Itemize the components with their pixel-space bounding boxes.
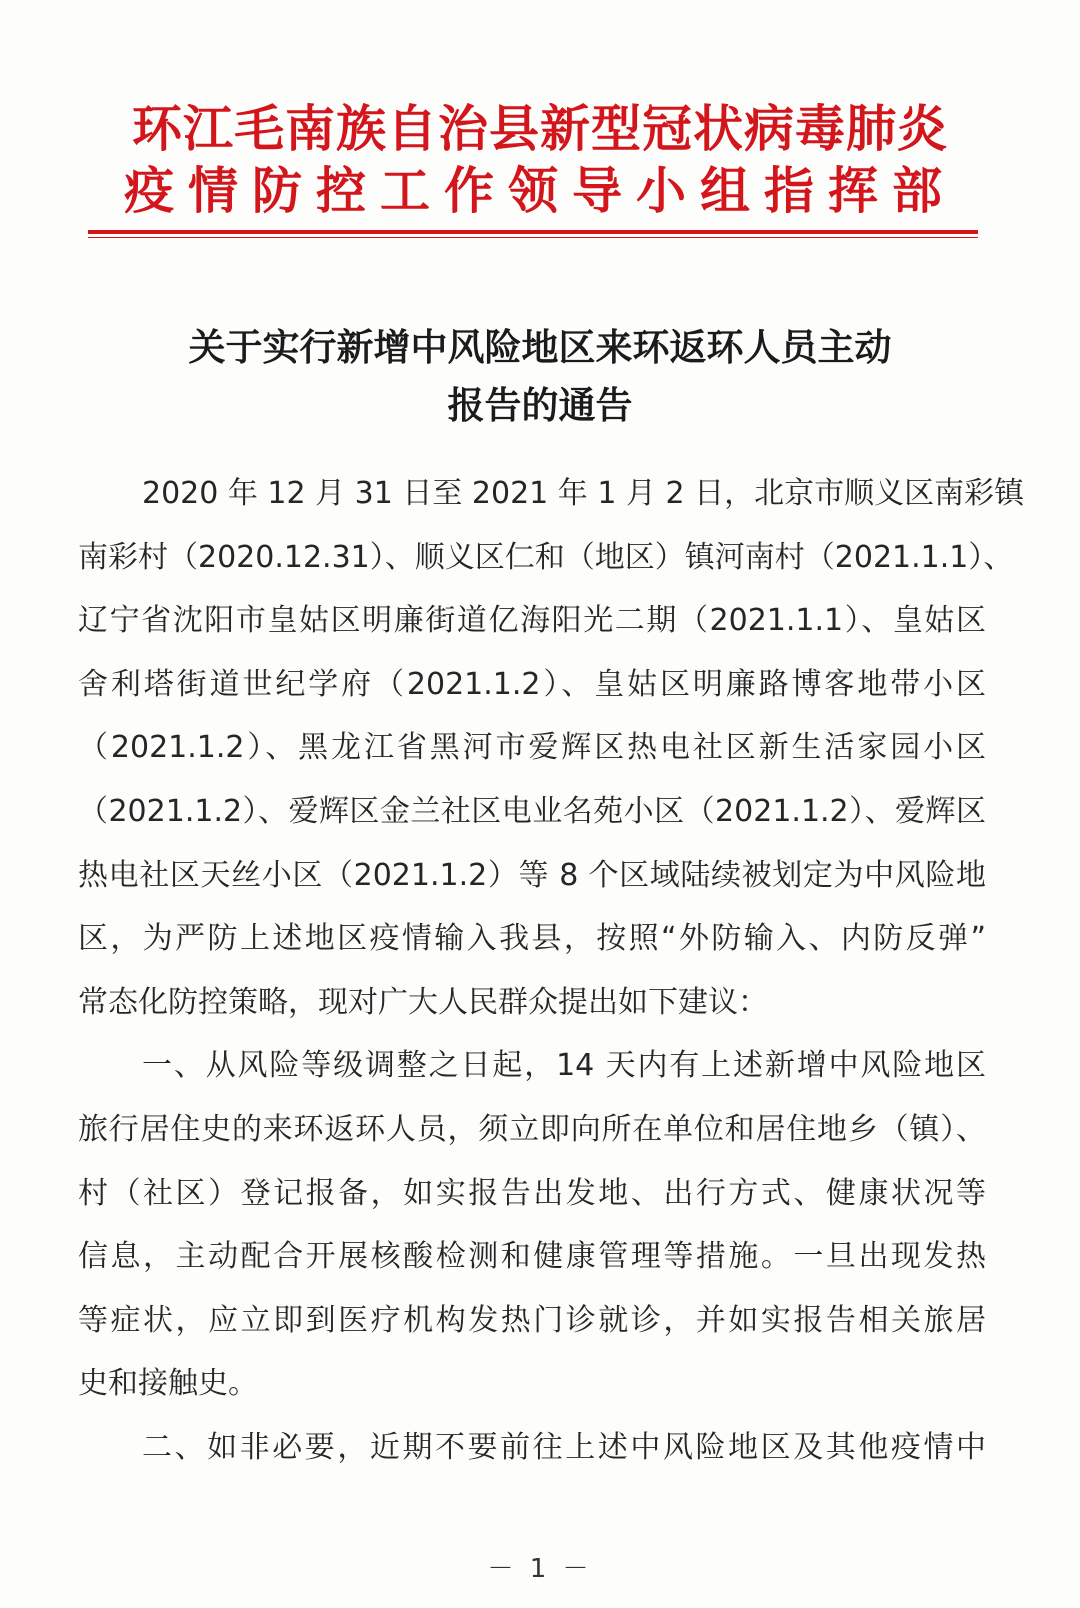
body-line: 区，为严防上述地区疫情输入我县，按照“外防输入、内防反弹” bbox=[78, 921, 986, 957]
red-divider-thin bbox=[88, 237, 978, 238]
body-line: 信息，主动配合开展核酸检测和健康管理等措施。一旦出现发热 bbox=[78, 1239, 986, 1275]
header-line-2: 疫情防控工作领导小组指挥部 bbox=[124, 162, 956, 220]
body-line: 热电社区天丝小区（2021.1.2）等 8 个区域陆续被划定为中风险地 bbox=[78, 857, 986, 893]
page-number: － 1 － bbox=[487, 1554, 593, 1584]
body-line: 二、如非必要，近期不要前往上述中风险地区及其他疫情中 bbox=[142, 1429, 986, 1465]
body-line: 等症状，应立即到医疗机构发热门诊就诊，并如实报告相关旅居 bbox=[78, 1302, 986, 1338]
body-line: 旅行居住史的来环返环人员，须立即向所在单位和居住地乡（镇）、 bbox=[78, 1111, 986, 1147]
body-line: 2020 年 12 月 31 日至 2021 年 1 月 2 日，北京市顺义区南彩镇 bbox=[142, 476, 1025, 511]
notice-body bbox=[78, 462, 1025, 1480]
red-divider-thick bbox=[88, 230, 978, 234]
body-line: 常态化防控策略，现对广大人民群众提出如下建议： bbox=[78, 984, 768, 1020]
body-line: 史和接触史。 bbox=[78, 1366, 258, 1402]
body-line: 南彩村（2020.12.31）、顺义区仁和（地区）镇河南村（2021.1.1）、 bbox=[78, 539, 1014, 575]
title-line-1: 关于实行新增中风险地区来环返环人员主动 bbox=[188, 325, 892, 369]
issuing-authority-header bbox=[90, 98, 990, 222]
header-line-1: 环江毛南族自治县新型冠状病毒肺炎 bbox=[132, 100, 948, 158]
body-line: （2021.1.2）、爱辉区金兰社区电业名苑小区（2021.1.2）、爱辉区 bbox=[78, 793, 986, 829]
body-line: （2021.1.2）、黑龙江省黑河市爱辉区热电社区新生活家园小区 bbox=[78, 730, 986, 766]
body-line: 辽宁省沈阳市皇姑区明廉街道亿海阳光二期（2021.1.1）、皇姑区 bbox=[78, 603, 986, 639]
body-line: 村（社区）登记报备，如实报告出发地、出行方式、健康状况等 bbox=[78, 1175, 986, 1211]
notice-title bbox=[80, 318, 1000, 434]
body-line: 一、从风险等级调整之日起，14 天内有上述新增中风险地区 bbox=[142, 1048, 986, 1084]
body-line: 舍利塔街道世纪学府（2021.1.2）、皇姑区明廉路博客地带小区 bbox=[78, 666, 986, 702]
title-line-2: 报告的通告 bbox=[447, 383, 633, 427]
